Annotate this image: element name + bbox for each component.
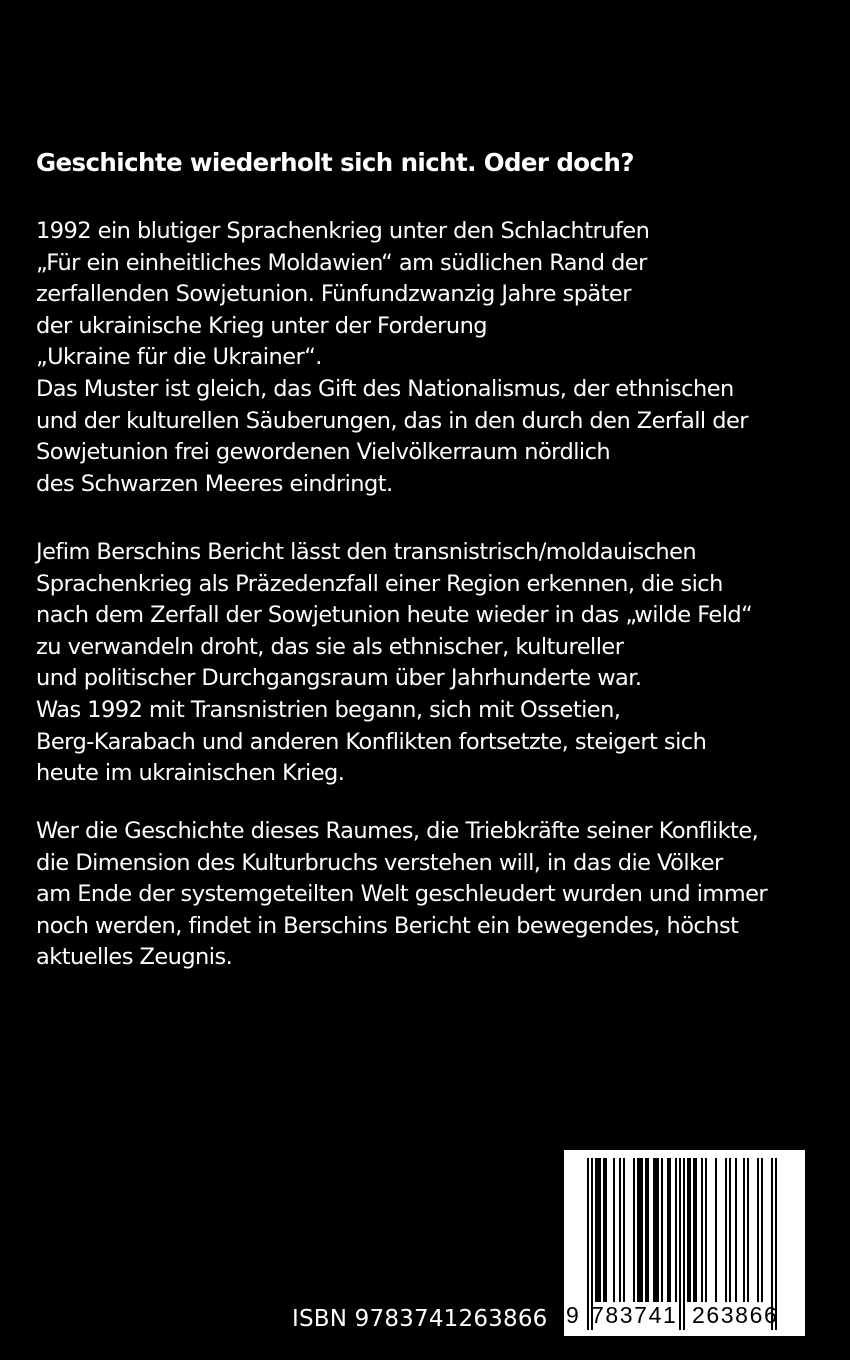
barcode-bar [735,1158,737,1302]
barcode-bar [599,1158,601,1302]
barcode-bar [645,1158,647,1302]
barcode-bar [689,1158,691,1302]
barcode-bar [653,1158,655,1302]
barcode-bar [729,1158,731,1302]
text-line: Sowjetunion frei gewordenen Vielvölkerraum nördlich [36,439,611,466]
barcode-bar [693,1158,695,1302]
text-line: Was 1992 mit Transnistrien begann, sich mit Ossetien, [36,696,621,723]
barcode-bar [701,1158,703,1302]
isbn-barcode [564,1150,805,1336]
barcode-bar [743,1158,745,1302]
text-line: und politischer Durchgangsraum über Jahrhunderte war. [36,665,642,692]
text-line: „Für ein einheitliches Moldawien“ am südlichen Rand der [36,249,647,276]
barcode-bar [639,1158,641,1302]
barcode-bar [695,1158,697,1302]
text-line: zu verwandeln droht, das sie als ethnischer, kultureller [36,633,624,660]
paragraph-2 [36,537,752,790]
barcode-bar [633,1158,635,1302]
barcode-bar [657,1158,659,1302]
barcode-bar [725,1158,727,1302]
barcode-bar [757,1158,759,1302]
text-line: Sprachenkrieg als Präzedenzfall einer Region erkennen, die sich [36,570,723,597]
text-line: des Schwarzen Meeres eindringt. [36,470,393,497]
text-line: Berg-Karabach und anderen Konflikten fortsetzte, steigert sich [36,728,707,755]
barcode-bar [603,1158,605,1302]
text-line: aktuelles Zeugnis. [36,944,233,971]
barcode-bar [637,1158,639,1302]
text-line: noch werden, findet in Berschins Bericht ein bewegendes, höchst [36,912,739,939]
barcode-first-digit: 9 [566,1302,579,1328]
text-line: Das Muster ist gleich, das Gift des Nationalismus, der ethnischen [36,375,734,402]
barcode-left-group: 783741 [591,1302,678,1328]
barcode-bar [687,1158,689,1302]
text-line: die Dimension des Kulturbruchs verstehen will, in das die Völker [36,849,723,876]
barcode-bar [647,1158,649,1302]
paragraph-3 [36,816,767,974]
paragraph-1 [36,216,748,500]
headline: Geschichte wiederholt sich nicht. Oder doch? [36,148,634,177]
text-line: der ukrainische Krieg unter der Forderung [36,312,488,339]
isbn-label: ISBN 9783741263866 [292,1306,548,1332]
text-line: und der kulturellen Säuberungen, das in den durch den Zerfall der [36,407,748,434]
text-line: 1992 ein blutiger Sprachenkrieg unter den Schlachtrufen [36,218,650,244]
barcode-bar [597,1158,599,1302]
barcode-bar [641,1158,643,1302]
barcode-right-group: 263866 [692,1302,779,1328]
barcode-digits [564,1302,805,1332]
barcode-bar [613,1158,615,1302]
text-line: zerfallenden Sowjetunion. Fünfundzwanzig Jahre später [36,281,631,308]
text-line: nach dem Zerfall der Sowjetunion heute wieder in das „wilde Feld“ [36,602,753,629]
barcode-bar [655,1158,657,1302]
text-line: Wer die Geschichte dieses Raumes, die Triebkräfte seiner Konflikte, [36,818,759,844]
barcode-bar [705,1158,707,1302]
barcode-bar [623,1158,625,1302]
barcode-bar [761,1158,763,1302]
barcode-bar [595,1158,597,1302]
barcode-bar [667,1158,669,1302]
text-line: am Ende der systemgeteilten Welt geschleudert wurden und immer [36,881,768,908]
barcode-bar [715,1158,717,1302]
barcode-bar [669,1158,671,1302]
barcode-bar [605,1158,607,1302]
barcode-bar [619,1158,621,1302]
barcode-bar [675,1158,677,1302]
barcode-bar [747,1158,749,1302]
text-line: „Ukraine für die Ukrainer“. [36,344,322,371]
text-line: Jefim Berschins Bericht lässt den transnistrisch/moldauischen [36,539,697,565]
barcode-bar [661,1158,663,1302]
text-line: heute im ukrainischen Krieg. [36,760,345,787]
